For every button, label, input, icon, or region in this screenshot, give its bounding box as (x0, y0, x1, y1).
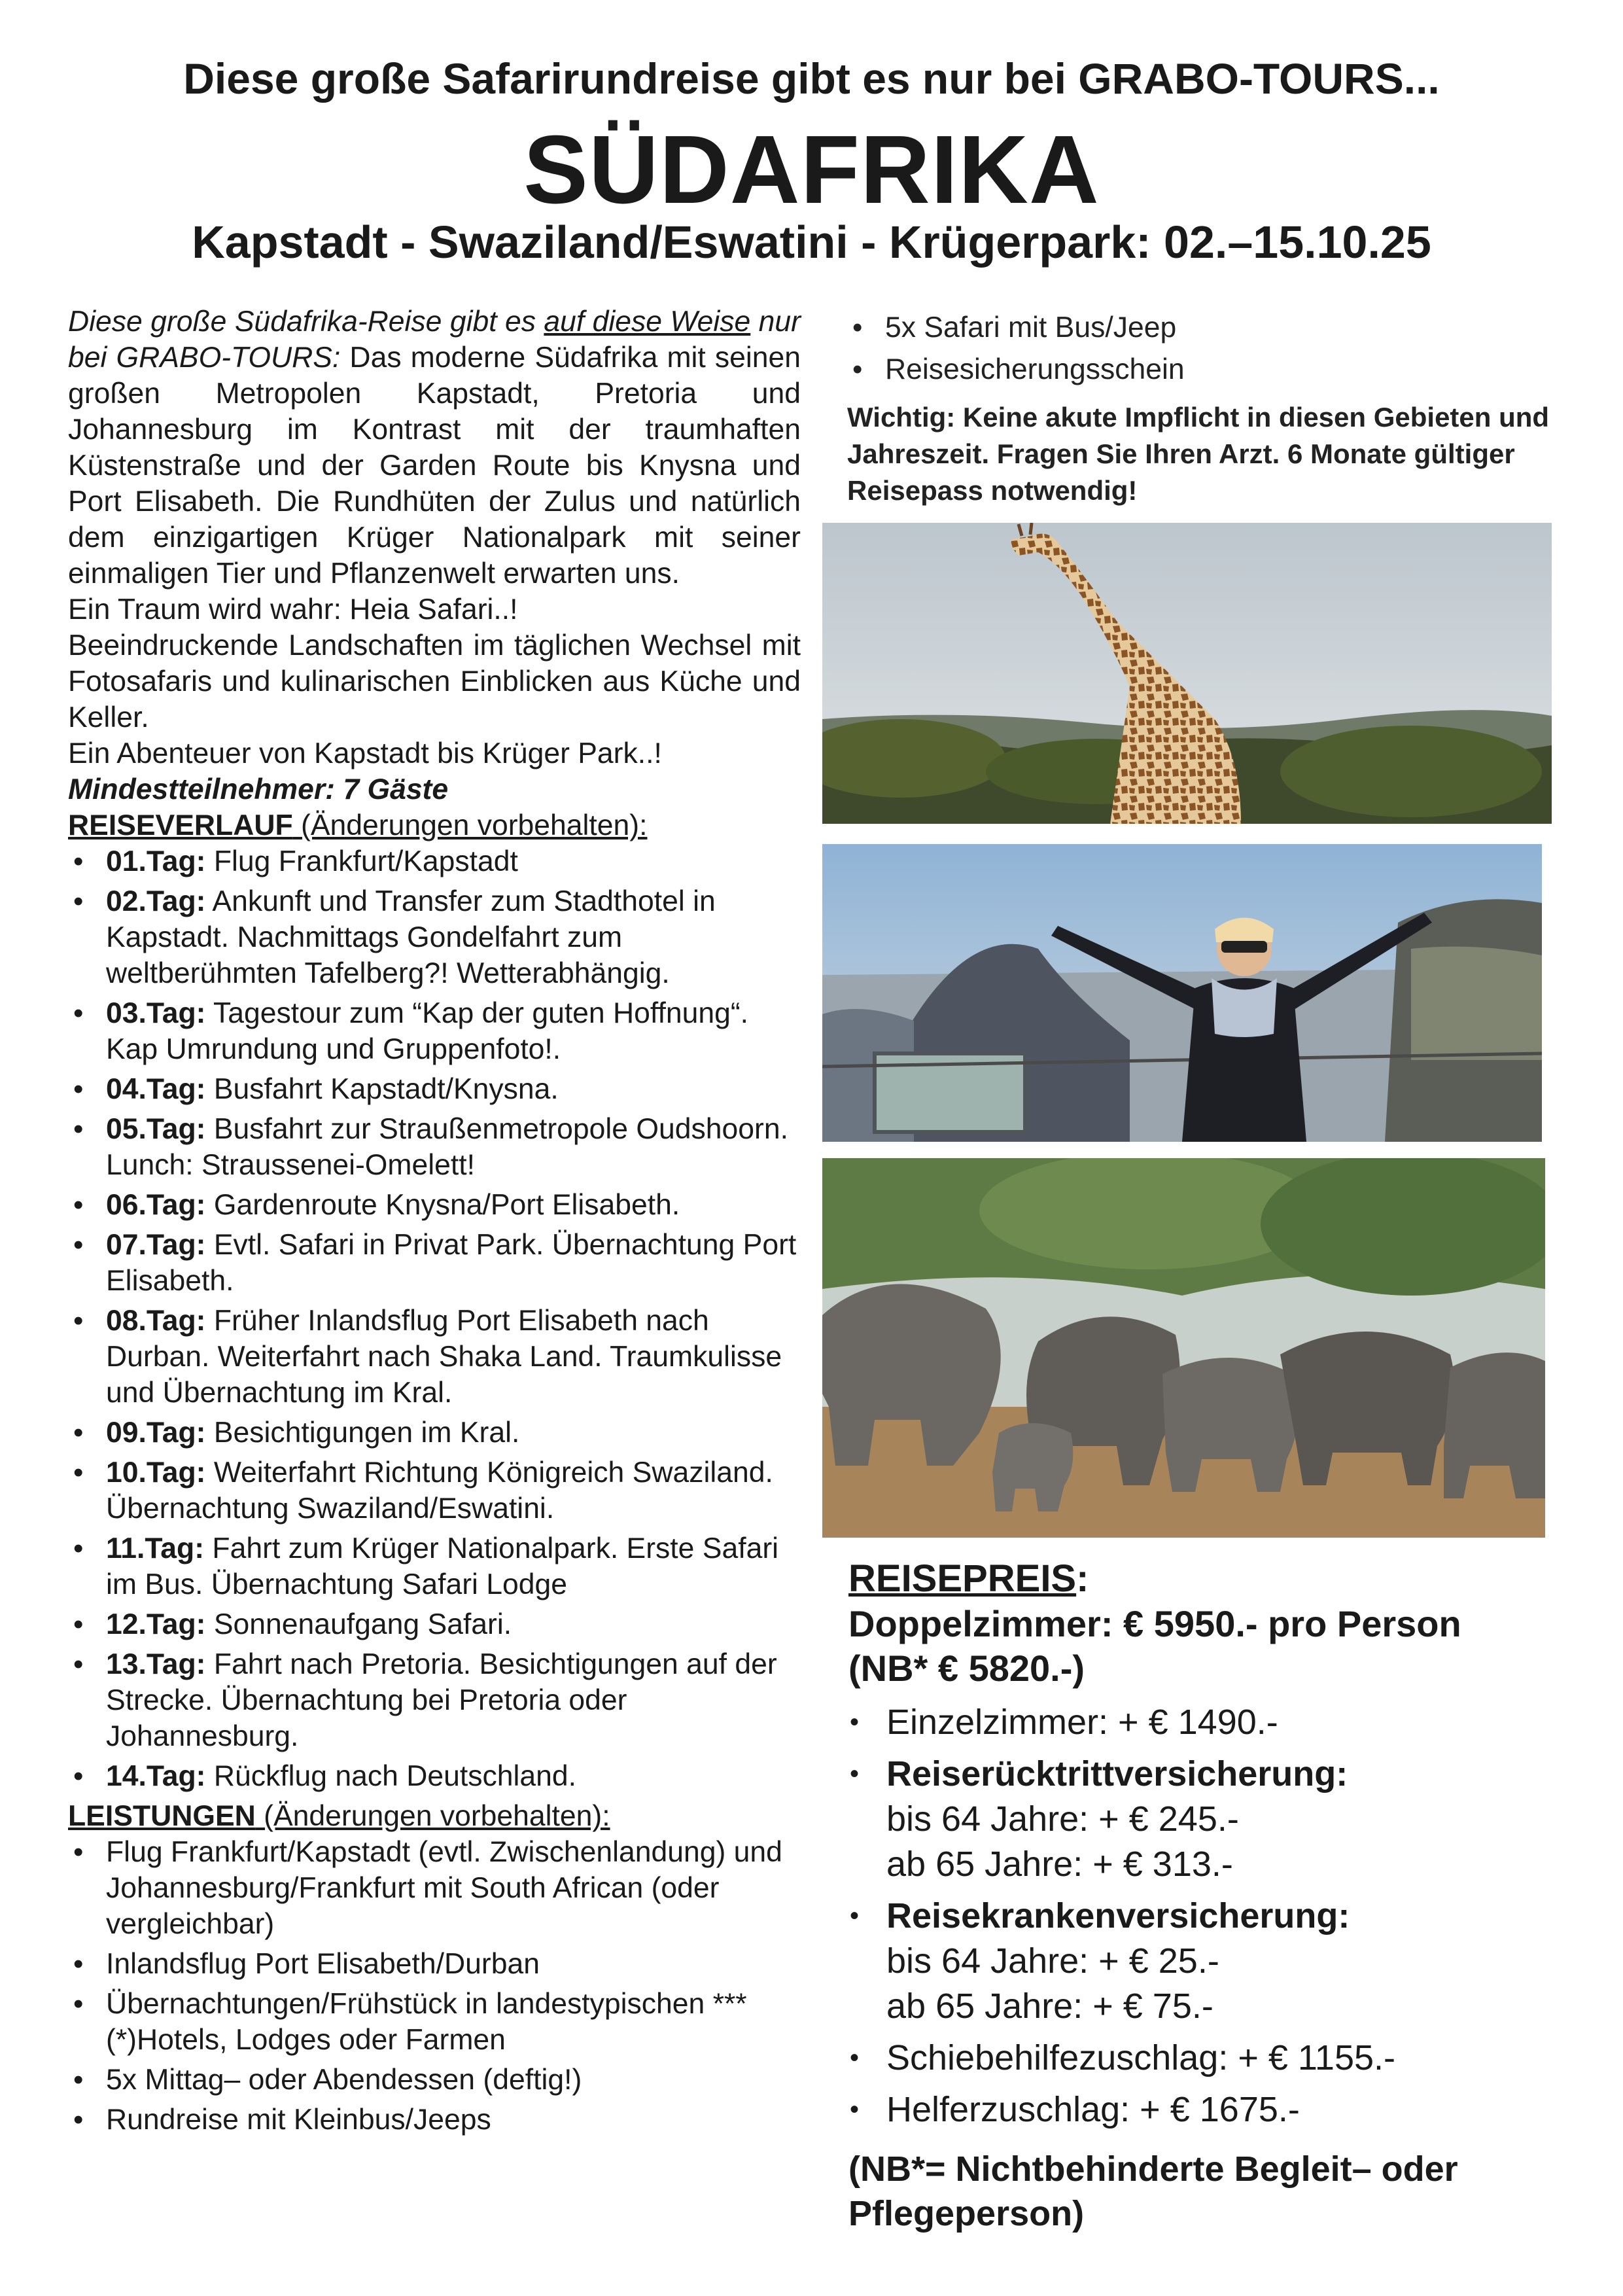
itinerary-day: • 04.Tag: Busfahrt Kapstadt/Knysna. (68, 1071, 801, 1107)
giraffe-photo (822, 523, 1552, 824)
price-section (848, 1556, 1575, 2236)
itinerary-day: • 09.Tag: Besichtigungen im Kral. (68, 1415, 801, 1451)
itinerary-day: • 02.Tag: Ankunft und Transfer zum Stadthotel in Kapstadt. Nachmittags Gondelfahrt zum weltberühmten Tafelberg?! Wetterabhängig. (68, 883, 801, 991)
service-item: • Inlandsflug Port Elisabeth/Durban (68, 1946, 801, 1982)
itinerary-day: • 14.Tag: Rückflug nach Deutschland. (68, 1758, 801, 1794)
itinerary-day: • 06.Tag: Gardenroute Knysna/Port Elisabeth. (68, 1187, 801, 1223)
services-list (68, 1834, 801, 2138)
itinerary-day: • 13.Tag: Fahrt nach Pretoria. Besichtigungen auf der Strecke. Übernachtung bei Pretoria oder Johannesburg. (68, 1646, 801, 1754)
service-item: • Flug Frankfurt/Kapstadt (evtl. Zwischenlandung) und Johannesburg/Frankfurt mit South African (oder vergleichbar) (68, 1834, 801, 1942)
min-participants: Mindestteilnehmer: 7 Gäste (68, 773, 449, 805)
itinerary-day: • 05.Tag: Busfahrt zur Straußenmetropole Oudshoorn. Lunch: Straussenei-Omelett! (68, 1111, 801, 1183)
service-item: • 5x Safari mit Bus/Jeep (847, 309, 1563, 347)
itinerary-day: • 03.Tag: Tagestour zum “Kap der guten Hoffnung“. Kap Umrundung und Gruppenfoto!. (68, 995, 801, 1067)
service-item: • Übernachtungen/Frühstück in landestypischen ***(*)Hotels, Lodges oder Farmen (68, 1986, 801, 2058)
service-item: • Reisesicherungsschein (847, 351, 1563, 389)
itinerary-day: • 01.Tag: Flug Frankfurt/Kapstadt (68, 843, 801, 879)
itinerary-day: • 11.Tag: Fahrt zum Krüger Nationalpark. Erste Safari im Bus. Übernachtung Safari Lodge (68, 1530, 801, 1602)
itinerary-day: • 08.Tag: Früher Inlandsflug Port Elisabeth nach Durban. Weiterfahrt nach Shaka Land. Traumkulisse und Übernachtung im Kral. (68, 1303, 801, 1411)
intro-line-landscapes: Beeindruckende Landschaften im täglichen Wechsel mit Fotosafaris und kulinarischen Einblicken aus Küche und Keller. (68, 629, 801, 733)
elephants-photo (822, 1158, 1545, 1538)
services-heading: LEISTUNGEN (Änderungen vorbehalten): (68, 1800, 610, 1832)
intro-lead: Diese große Südafrika-Reise gibt es auf diese Weise nur bei GRABO-TOURS: (68, 306, 801, 374)
price-health-insurance: • Reisekrankenversicherung: bis 64 Jahre: + € 25.- ab 65 Jahre: + € 75.- (848, 1894, 1575, 2029)
itinerary-heading: REISEVERLAUF (Änderungen vorbehalten): (68, 809, 648, 841)
price-double-room: Doppelzimmer: € 5950.- pro Person (848, 1603, 1461, 1644)
left-column (68, 304, 801, 2142)
itinerary-day: • 12.Tag: Sonnenaufgang Safari. (68, 1606, 801, 1642)
itinerary-day: • 07.Tag: Evtl. Safari in Privat Park. Übernachtung Port Elisabeth. (68, 1227, 801, 1299)
page-title: SÜDAFRIKA (523, 116, 1100, 224)
route-subtitle: Kapstadt - Swaziland/Eswatini - Krügerpark: 02.–15.10.25 (192, 217, 1431, 268)
price-push-assistance: • Schiebehilfezuschlag: + € 1155.- (848, 2036, 1575, 2081)
travel-notice: Wichtig: Keine akute Impflicht in diesen Gebieten und Jahreszeit. Fragen Sie Ihren Arzt. 6 Monate gültiger Reisepass notwendig! (847, 402, 1550, 506)
service-item: • 5x Mittag– oder Abendessen (deftig!) (68, 2062, 801, 2098)
itinerary-list (68, 843, 801, 1794)
headline-tagline: Diese große Safarirundreise gibt es nur bei GRABO-TOURS... (183, 54, 1440, 103)
price-single-room: • Einzelzimmer: + € 1490.- (848, 1700, 1575, 1745)
price-heading: REISEPREIS: (848, 1557, 1089, 1600)
price-double-room-nb: (NB* € 5820.-) (848, 1648, 1085, 1689)
price-list (848, 1700, 1575, 2132)
price-cancellation-insurance: • Reiserücktrittversicherung: bis 64 Jahre: + € 245.- ab 65 Jahre: + € 313.- (848, 1752, 1575, 1887)
service-item: • Rundreise mit Kleinbus/Jeeps (68, 2102, 801, 2138)
price-footnote: (NB*= Nichtbehinderte Begleit– oder Pflegeperson) (848, 2149, 1458, 2233)
intro-line-adventure: Ein Abenteuer von Kapstadt bis Krüger Park..! (68, 737, 662, 769)
intro-paragraph (68, 304, 801, 592)
intro-line-dream: Ein Traum wird wahr: Heia Safari..! (68, 593, 518, 626)
intro-body: Das moderne Südafrika mit seinen großen Metropolen Kapstadt, Pretoria und Johannesburg im Kontrast mit der traumhaften Küstenstraße und der Garden Route bis Knysna und Port Elisabeth. Die Rundhüten der Zulus und natürlich dem einzigartigen Krüger Nationalpark mit seiner einmaligen Tier und Pflanzenwelt erwarten uns. (68, 342, 801, 590)
right-column (847, 309, 1563, 509)
price-helper-surcharge: • Helferzuschlag: + € 1675.- (848, 2087, 1575, 2132)
itinerary-day: • 10.Tag: Weiterfahrt Richtung Königreich Swaziland. Übernachtung Swaziland/Eswatini. (68, 1455, 801, 1527)
services-list-continued (847, 309, 1563, 389)
table-mountain-photo (822, 844, 1542, 1142)
